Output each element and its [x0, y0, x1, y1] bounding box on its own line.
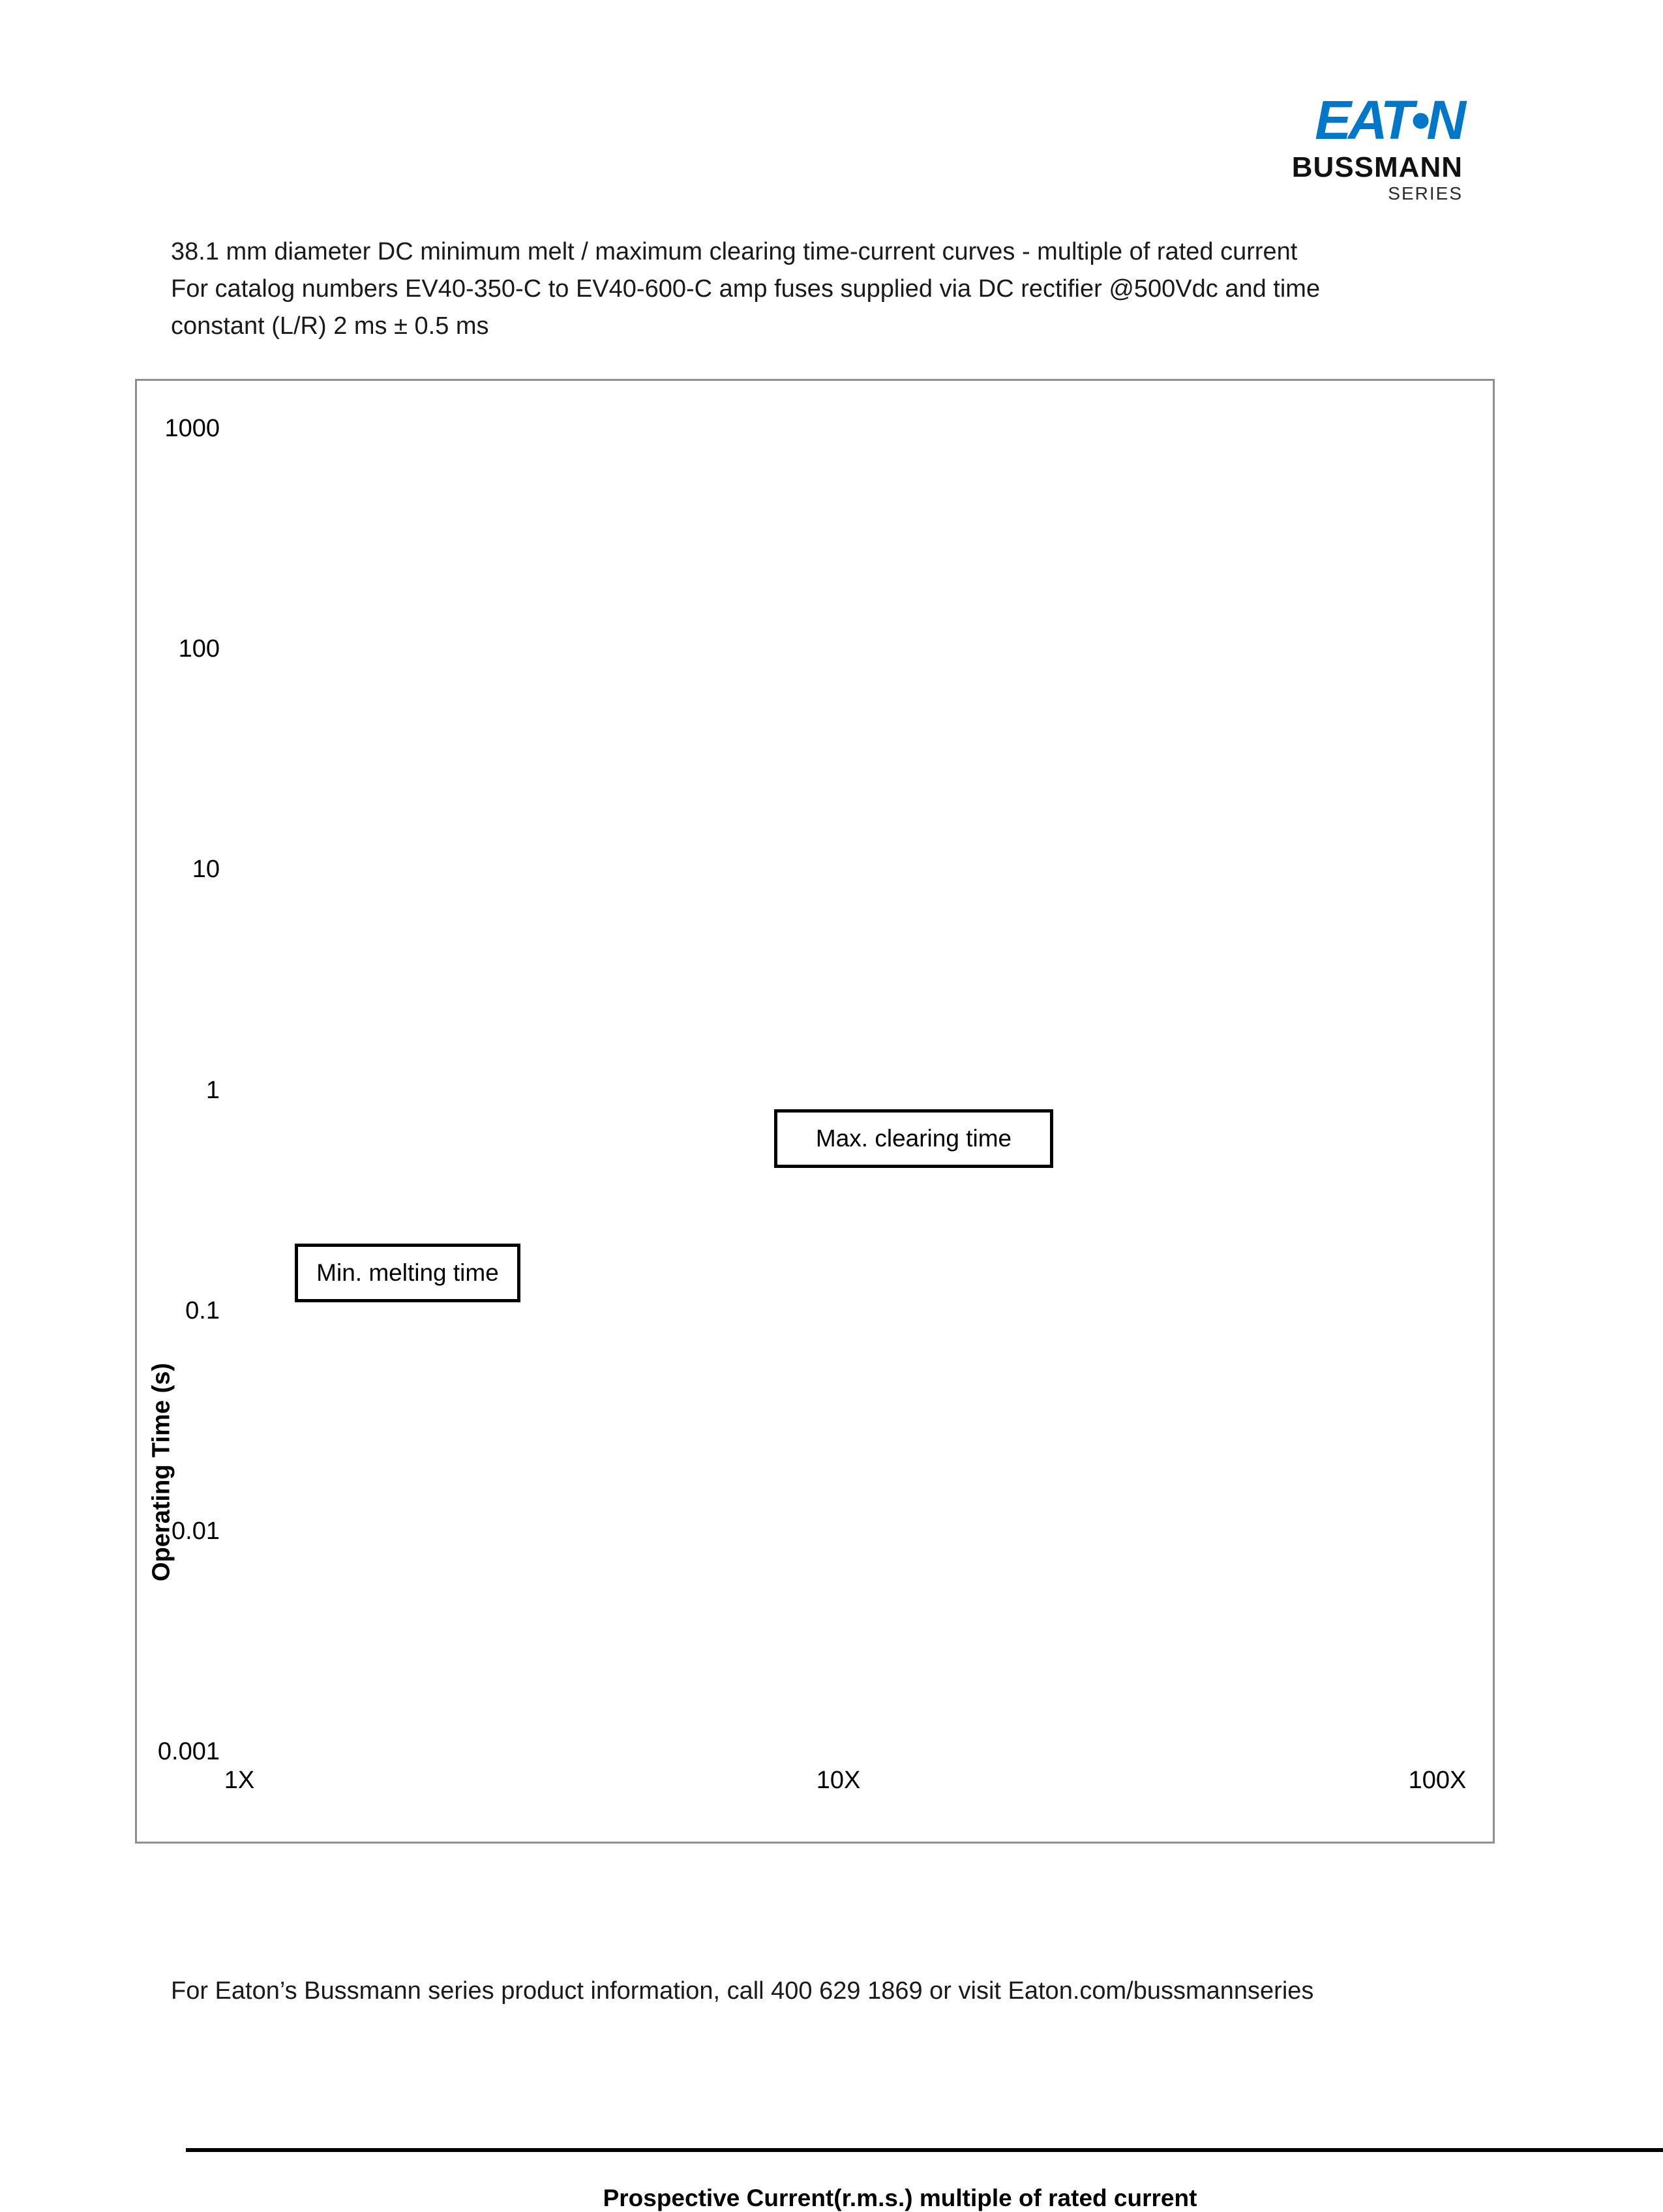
document-title	[171, 233, 1320, 345]
x-tick-label: 1X	[224, 1767, 255, 1794]
callout-min-melting-time	[295, 1244, 520, 1302]
logo-series-text: SERIES	[1388, 183, 1463, 203]
y-tick-label: 0.01	[172, 1517, 220, 1545]
y-tick-label: 1000	[164, 415, 220, 442]
eaton-logo	[1291, 89, 1463, 203]
y-axis-title: Operating Time (s)	[147, 1362, 175, 1582]
x-tick-label: 10X	[816, 1767, 861, 1794]
logo-bussmann-text: BUSSMANN	[1291, 151, 1463, 183]
eaton-logo-wordmark: EAT•N	[1315, 89, 1463, 151]
y-tick-label: 10	[192, 856, 220, 884]
document-title-line1: 38.1 mm diameter DC minimum melt / maximum clearing time-current curves - multiple of rated current	[171, 238, 1298, 265]
y-tick-label: 0.001	[157, 1738, 220, 1765]
x-tick-label: 100X	[1408, 1767, 1467, 1794]
footer-text: For Eaton’s Bussmann series product information, call 400 629 1869 or visit Eaton.com/bussmannseries	[171, 1977, 1314, 2005]
callout-max-clearing-time	[774, 1109, 1053, 1168]
y-tick-label: 0.1	[185, 1296, 220, 1324]
document-title-line3: constant (L/R) 2 ms ± 0.5 ms	[171, 312, 489, 340]
y-tick-label: 1	[205, 1076, 220, 1104]
callout-min-melting-time-label: Min. melting time	[316, 1259, 499, 1286]
callout-max-clearing-time-label: Max. clearing time	[815, 1125, 1012, 1152]
y-tick-label: 100	[178, 635, 220, 663]
x-axis-title: Prospective Current(r.m.s.) multiple of rated current	[603, 2185, 1197, 2211]
page-bottom-edge	[186, 2148, 1663, 2152]
document-title-line2: For catalog numbers EV40-350-C to EV40-600-C amp fuses supplied via DC rectifier @500Vdc and time	[171, 275, 1321, 303]
